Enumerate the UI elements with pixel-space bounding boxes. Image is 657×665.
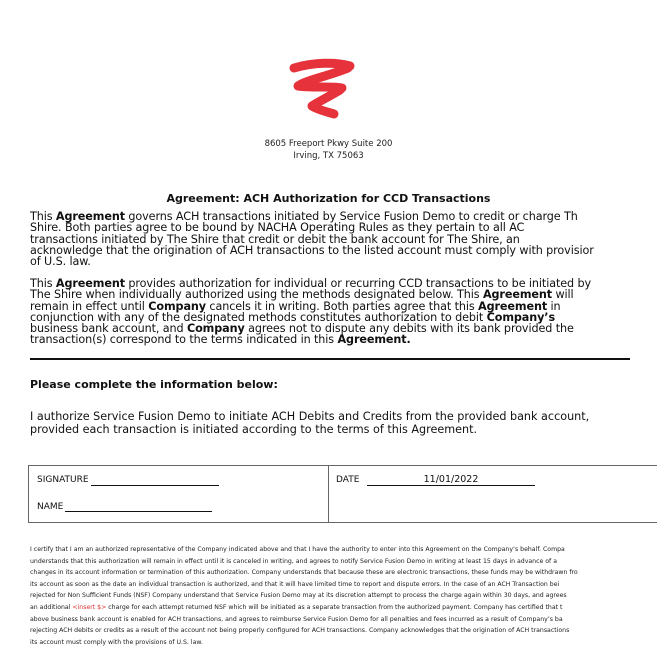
text-run: will bbox=[552, 288, 574, 302]
text-line bbox=[30, 579, 657, 591]
text-run: governs ACH transactions initiated by Service Fusion Demo to credit or charge Th bbox=[124, 211, 578, 223]
agreement-title: Agreement: ACH Authorization for CCD Transactions bbox=[166, 192, 491, 205]
text-line bbox=[30, 556, 657, 568]
text-line bbox=[30, 334, 633, 345]
text-line bbox=[30, 544, 657, 556]
text-run: understands that this authorization will remain in effect until it is canceled in writing, and agrees to notify Service Fusion Demo in writing at least 15 days in advance of a bbox=[30, 557, 557, 565]
text-run: of U.S. law. bbox=[30, 255, 91, 268]
text-line bbox=[30, 637, 657, 649]
text-run: its account as soon as the date an individual transaction is authorized, and that it will have limited time to report and dispute errors. In the case of an ACH Transaction bei bbox=[30, 580, 560, 588]
date-value: 11/01/2022 bbox=[423, 474, 479, 485]
text-run: conjunction with any of the designated methods constitutes authorization to debit bbox=[30, 310, 487, 324]
text-run: transactions initiated by The Shire that credit or debit the bank account for The Shire, an bbox=[30, 232, 520, 246]
text-run: agrees not to dispute any debits with its bank provided the bbox=[244, 322, 574, 336]
signature-label: SIGNATURE bbox=[37, 475, 89, 485]
text-run: charge for each attempt returned NSF which will be initiated as a separate transaction from the authorized payment. Company has certified that t bbox=[106, 603, 563, 611]
text-run: acknowledge that the origination of ACH transactions to the listed account must comply with provisior bbox=[30, 243, 594, 257]
text-run: provides authorization for individual or recurring CCD transactions to be initiated by bbox=[124, 278, 592, 290]
signature-field[interactable] bbox=[91, 485, 219, 486]
signature-box-divider bbox=[328, 466, 329, 522]
bold-term: Agreement bbox=[478, 299, 548, 313]
authorization-line-1: I authorize Service Fusion Demo to initiate ACH Debits and Credits from the provided bank account, bbox=[30, 410, 590, 423]
text-line bbox=[30, 625, 657, 637]
agreement-paragraph-1 bbox=[30, 211, 633, 267]
bold-term: Agreement. bbox=[337, 333, 411, 346]
text-run: Shire. Both parties agree to be bound by NACHA Operating Rules as they pertain to all AC bbox=[30, 221, 525, 235]
text-line bbox=[30, 614, 657, 626]
date-label: DATE bbox=[336, 475, 360, 485]
text-run: transaction(s) correspond to the terms indicated in this bbox=[30, 333, 338, 346]
text-run: its account must comply with the provisions of U.S. law. bbox=[30, 638, 203, 646]
form-heading: Please complete the information below: bbox=[30, 378, 278, 391]
agreement-paragraph-2 bbox=[30, 278, 633, 346]
fine-print bbox=[30, 544, 657, 648]
text-run: remain in effect until bbox=[30, 299, 149, 313]
text-run: This bbox=[30, 278, 56, 290]
placeholder-amount: <insert $> bbox=[72, 603, 107, 611]
text-run: an additional bbox=[30, 603, 73, 611]
bold-term: Agreement bbox=[55, 211, 125, 223]
company-address-line2: Irving, TX 75063 bbox=[293, 151, 364, 161]
text-line bbox=[30, 256, 633, 267]
company-address-line1: 8605 Freeport Pkwy Suite 200 bbox=[264, 139, 393, 149]
text-run: rejecting ACH debits or credits as a result of the account not being properly configured for ACH transactions. Company acknowledges that the origination of ACH transactions bbox=[30, 627, 570, 635]
bold-term: Company bbox=[148, 299, 206, 313]
bold-term: Company’s bbox=[486, 310, 556, 324]
bold-term: Agreement bbox=[482, 288, 552, 302]
text-run: rejected for Non Sufficient Funds (NSF) Company understand that Service Fusion Demo may at its discretion attempt to process the charge again within 30 days, and agrees bbox=[30, 592, 567, 600]
text-run: above business bank account is enabled for ACH transactions, and agrees to reimburse Service Fusion Demo for all penalties and fees incurred as a result of Company’s ba bbox=[30, 615, 563, 623]
text-run: The Shire when individually authorized using the methods designated below. This bbox=[30, 288, 483, 302]
text-run: changes in its account information or termination of this authorization. Company understands that because these are electronic transactions, these funds may be withdrawn fro bbox=[30, 569, 578, 577]
text-line bbox=[30, 602, 657, 614]
text-line bbox=[30, 245, 633, 256]
text-run: I certify that I am an authorized representative of the Company indicated above and that I have the authority to enter into this Agreement on the Company’s behalf. Compa bbox=[30, 546, 565, 553]
name-label: NAME bbox=[37, 502, 64, 512]
text-run: in bbox=[547, 299, 561, 313]
bold-term: Company bbox=[186, 322, 245, 336]
authorization-line-2: provided each transaction is initiated according to the terms of this Agreement. bbox=[30, 423, 478, 436]
name-field[interactable] bbox=[65, 511, 212, 512]
signature-box bbox=[28, 465, 657, 523]
authorization-statement bbox=[30, 410, 633, 436]
text-run: business bank account, and bbox=[30, 322, 187, 336]
text-line bbox=[30, 590, 657, 602]
text-run: cancels it in writing. Both parties agree that this bbox=[205, 299, 479, 313]
text-run: This bbox=[30, 211, 56, 223]
text-line bbox=[30, 567, 657, 579]
date-field[interactable] bbox=[367, 485, 535, 486]
company-logo-icon bbox=[284, 58, 362, 120]
section-divider bbox=[30, 358, 630, 360]
bold-term: Agreement bbox=[55, 278, 125, 290]
